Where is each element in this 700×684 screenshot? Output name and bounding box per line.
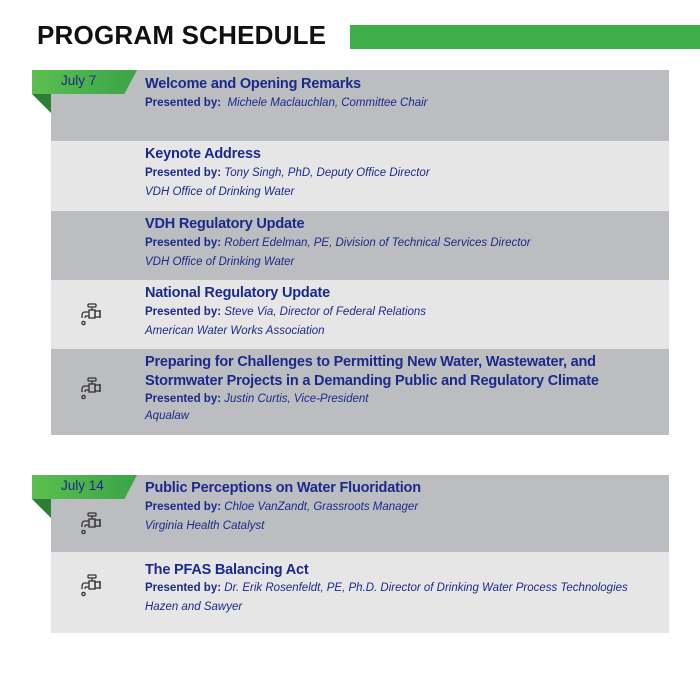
presenter-organization: Virginia Health Catalyst: [145, 520, 265, 532]
presenter-name: Michele Maclauchlan, Committee Chair: [227, 97, 428, 109]
presented-by-label: Presented by:: [145, 237, 222, 249]
presenter-name: Dr. Erik Rosenfeldt, PE, Ph.D. Director of Drinking Water Process Technologies: [224, 582, 628, 594]
session-title: Public Perceptions on Water Fluoridation: [145, 480, 421, 496]
presenter-organization: Aqualaw: [145, 410, 190, 422]
session-row: [51, 70, 669, 141]
presenter-name: Robert Edelman, PE, Division of Technical Services Director: [224, 237, 531, 249]
session-presenter: [145, 164, 430, 183]
page-title: PROGRAM SCHEDULE: [37, 20, 327, 50]
faucet-icon: [79, 375, 105, 401]
session-title: Welcome and Opening Remarks: [145, 76, 361, 92]
presented-by-label: Presented by:: [145, 97, 222, 109]
session-title: National Regulatory Update: [145, 285, 330, 301]
presenter-organization: American Water Works Association: [145, 325, 325, 337]
session-presenter: [145, 234, 531, 253]
presented-by-label: Presented by:: [145, 582, 222, 594]
faucet-icon: [79, 301, 105, 327]
presenter-organization: VDH Office of Drinking Water: [145, 186, 295, 198]
ribbon-fold: [32, 499, 51, 518]
session-title: VDH Regulatory Update: [145, 216, 305, 232]
presented-by-label: Presented by:: [145, 393, 222, 405]
presenter-name: Justin Curtis, Vice-President: [224, 393, 369, 405]
presenter-name: Chloe VanZandt, Grassroots Manager: [224, 501, 419, 513]
date-ribbon: [32, 475, 137, 499]
presented-by-label: Presented by:: [145, 306, 222, 318]
session-row: [51, 141, 669, 211]
session-row: [51, 552, 669, 633]
presenter-name: Steve Via, Director of Federal Relations: [224, 306, 427, 318]
title-accent-bar: [350, 25, 700, 49]
session-row: [51, 211, 669, 280]
session-title-line1: Preparing for Challenges to Permitting New Water, Wastewater, and: [145, 354, 596, 370]
session-title: The PFAS Balancing Act: [145, 562, 309, 578]
faucet-icon: [79, 510, 105, 536]
session-row: [51, 349, 669, 435]
presenter-organization: VDH Office of Drinking Water: [145, 256, 295, 268]
date-ribbon: [32, 70, 137, 94]
ribbon-fold: [32, 94, 51, 113]
session-title: Keynote Address: [145, 146, 261, 162]
session-presenter: [145, 303, 426, 322]
date-label: July 14: [61, 478, 104, 493]
date-label: July 7: [61, 73, 97, 88]
faucet-icon: [79, 572, 105, 598]
session-presenter: [145, 579, 628, 598]
presenter-organization: Hazen and Sawyer: [145, 601, 243, 613]
session-title-line2: Stormwater Projects in a Demanding Public and Regulatory Climate: [145, 373, 599, 389]
session-presenter: [145, 498, 421, 517]
session-presenter: [145, 94, 428, 113]
session-row: [51, 280, 669, 349]
presented-by-label: Presented by:: [145, 501, 222, 513]
presenter-name: Tony Singh, PhD, Deputy Office Director: [224, 167, 430, 179]
session-row: [51, 475, 669, 552]
session-presenter: [145, 391, 599, 408]
presented-by-label: Presented by:: [145, 167, 222, 179]
